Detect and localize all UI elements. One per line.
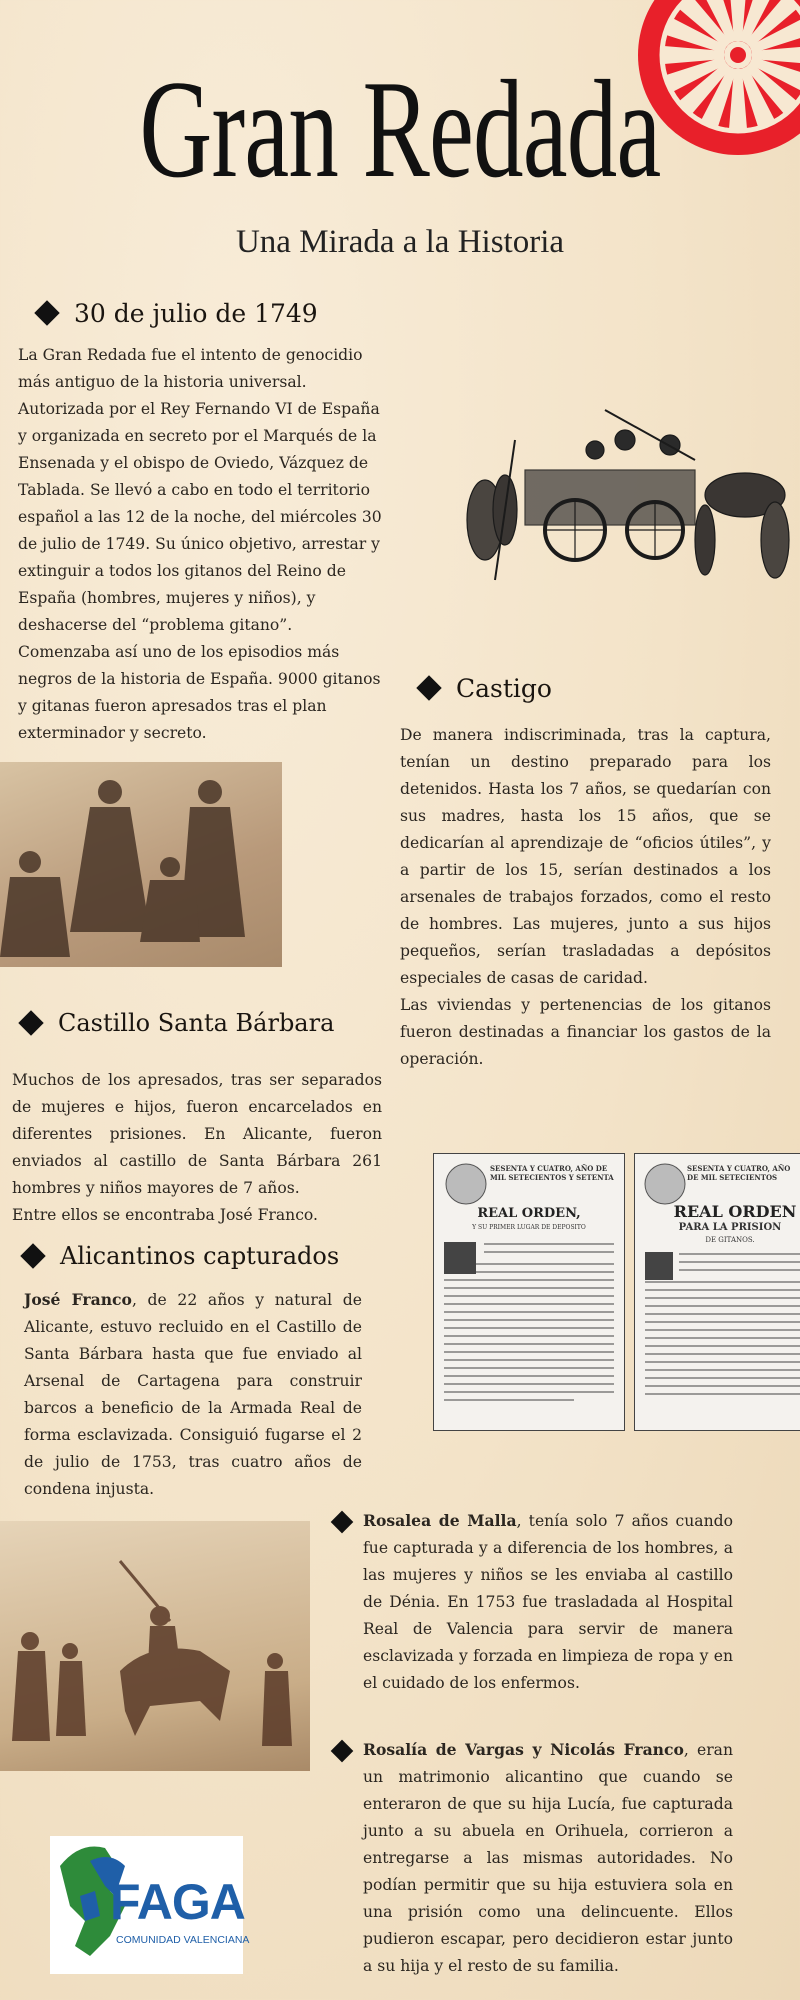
jose-franco-text: , de 22 años y natural de Alicante, estuvo recluido en el Castillo de Santa Bárbara hasta que fue enviado al Arsenal de Cartagena para construir barcos a beneficio de la Armada Real de forma esclavizada. Consiguió fugarse el 2 de julio de 1753, tras cuatro años de condena injusta.: [24, 1291, 362, 1498]
faga-logo: [50, 1836, 250, 1974]
section-heading-date-text: 30 de julio de 1749: [74, 298, 318, 328]
doc-right-subtitle: PARA LA PRISION: [678, 1222, 782, 1233]
section-heading-date: [38, 295, 318, 331]
rosalea-text: , tenía solo 7 años cuando fue capturada y a diferencia de los hombres, a las mujeres y niños se les enviaba al castillo de Dénia. En 1753 fue trasladada al Hospital Real de Valencia para servir de manera esclavizada y forzada en limpieza de ropa y en el cuidado de los enfermos.: [363, 1512, 733, 1692]
section-castillo-body: [12, 1067, 382, 1229]
paragraph: Las viviendas y pertenencias de los gitanos fueron destinadas a financiar los gastos de la operación.: [400, 996, 771, 1068]
section-heading-castigo: [420, 670, 552, 706]
real-orden-document-right: [634, 1153, 800, 1431]
paragraph: De manera indiscriminada, tras la captura, tenían un destino preparado para los detenidos. Hasta los 7 años, se quedarían con sus madres, hasta los 15 años, que se dedicarían al aprendizaje de “oficios útiles”, y a partir de los 15, serían destinados a los arsenales de trabajos forzados, como el resto de hombres. Las mujeres, junto a sus hijos pequeños, serían trasladadas a depósitos especiales de casas de caridad.: [400, 726, 771, 987]
diamond-bullet-icon: [331, 1511, 354, 1534]
doc-left-title: REAL ORDEN,: [477, 1206, 581, 1221]
paragraph: Entre ellos se encontraba José Franco.: [12, 1206, 319, 1224]
section-heading-castillo-text: Castillo Santa Bárbara: [58, 1009, 335, 1037]
page-title: Gran Redada: [139, 52, 661, 207]
diamond-bullet-icon: [18, 1010, 43, 1035]
gitano-family-photo: [0, 762, 282, 967]
section-castigo-body: [400, 722, 771, 1073]
diamond-bullet-icon: [416, 675, 441, 700]
diamond-bullet-icon: [34, 300, 59, 325]
page-subtitle: Una Mirada a la Historia: [235, 224, 565, 260]
paragraph: Comenzaba así uno de los episodios más negros de la historia de España. 9000 gitanos y gitanas fueron apresados tras el plan exterminador y secreto.: [18, 643, 381, 742]
rosalea-name: Rosalea de Malla: [363, 1511, 517, 1530]
section-heading-alicantinos: [24, 1238, 339, 1274]
doc-left-header: SESENTA Y CUATRO, AÑO DE MIL SETECIENTOS Y SETENTA: [490, 1164, 614, 1182]
rosalia-name: Rosalía de Vargas y Nicolás Franco: [363, 1740, 684, 1759]
paragraph: Muchos de los apresados, tras ser separados de mujeres e hijos, fueron encarcelados en diferentes prisiones. En Alicante, fueron enviados al castillo de Santa Bárbara 261 hombres y niños mayores de 7 años.: [12, 1071, 382, 1197]
rosalia-text: , eran un matrimonio alicantino que cuando se enteraron de que su hija Lucía, fue capturada junto a su abuela en Orihuela, corrieron a entregarse a las mismas autoridades. No podían permitir que su hija estuviera sola en una prisión como una delincuente. Ellos pudieron escapar, pero decidieron estar junto a su hija y el resto de su familia.: [363, 1741, 733, 1975]
rider-illustration: [0, 1521, 310, 1771]
section-heading-castillo: [22, 1005, 334, 1041]
doc-right-subtitle2: DE GITANOS.: [705, 1236, 755, 1244]
diamond-bullet-icon: [20, 1243, 45, 1268]
engraving-illustration: [455, 400, 800, 585]
section-heading-castigo-text: Castigo: [456, 673, 552, 703]
doc-right-header: SESENTA Y CUATRO, AÑO DE MIL SETECIENTOS: [687, 1164, 791, 1182]
paragraph: La Gran Redada fue el intento de genocidio más antiguo de la historia universal. Autorizada por el Rey Fernando VI de España y organizada en secreto por el Marqués de la Ensenada y el obispo de Oviedo, Vázquez de Tablada. Se llevó a cabo en todo el territorio español a las 12 de la noche, del miércoles 30 de julio de 1749. Su único objetivo, arrestar y extinguir a todos los gitanos del Reino de España (hombres, mujeres y niños), y deshacerse del “problema gitano”.: [18, 346, 382, 634]
doc-right-title: REAL ORDEN: [673, 1202, 797, 1221]
section-date-body: [18, 342, 391, 747]
faga-logo-text: FAGA: [110, 1874, 245, 1930]
doc-left-subtitle: Y SU PRIMER LUGAR DE DEPOSITO: [472, 1224, 586, 1231]
jose-franco-body: [24, 1286, 362, 1503]
diamond-bullet-icon: [331, 1740, 354, 1763]
faga-logo-subtext: COMUNIDAD VALENCIANA: [116, 1934, 250, 1946]
rosalea-body: [363, 1507, 733, 1697]
section-heading-alicantinos-text: Alicantinos capturados: [60, 1242, 340, 1270]
jose-franco-name: José Franco: [24, 1290, 132, 1309]
rosalia-body: [363, 1736, 733, 1980]
real-orden-document-left: [433, 1153, 625, 1431]
